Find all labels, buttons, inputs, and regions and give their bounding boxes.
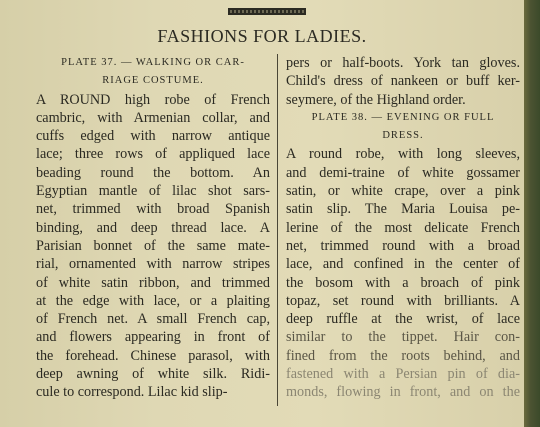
right-column [286,54,520,402]
page-title: FASHIONS FOR LADIES. [157,26,367,46]
text-line: cuffs edged with narrow antique [36,128,270,145]
text-line: Child's dress of nankeen or buff ker- [286,73,520,90]
text-line: A round robe, with long sleeves, [286,146,520,163]
text-line: of French net. A small French cap, [36,311,270,328]
text-line: seymere, of the Highland order. [286,91,466,108]
text-line: A ROUND high robe of French [36,91,270,108]
text-line: Parisian bonnet of the same mate- [36,237,270,254]
text-line: satin, or white crape, over a pink [286,183,520,200]
text-line: lerine of the most delicate French [286,219,520,236]
text-line: the bosom with a broach of pink [286,274,520,291]
text-line: monds, flowing in front, and on the [286,384,520,401]
text-line: similar to the tippet. Hair con- [286,329,520,346]
page-edge-shadow [524,0,540,427]
plate-38-heading-line2: DRESS. [382,130,424,142]
text-line: satin slip. The Maria Louisa pe- [286,201,520,218]
text-line: cambric, with Armenian collar, and [36,109,270,126]
text-line: deep ruffle at the wrist, of lace [286,311,520,328]
text-line: net, trimmed with broad Spanish [36,201,270,218]
text-line: and flowers appearing in front of [36,329,270,346]
text-line: topaz, set round with brilliants. A [286,292,520,309]
text-line: at the edge with lace, or a plaiting [36,292,270,309]
text-line: the forehead. Chinese parasol, with [36,347,270,364]
text-line: pers or half-boots. York tan gloves. [286,55,520,71]
text-line: lace, and confined in the center of [286,256,520,273]
plate-37-heading-line1: PLATE 37. — WALKING OR CAR- [61,57,245,68]
text-line: net, trimmed round with a broad [286,237,520,254]
text-line: fastened with a Persian pin of dia- [286,366,520,383]
text-line: cule to correspond. Lilac kid slip- [36,384,228,401]
text-line: deep awning of white silk. Ridi- [36,366,270,383]
text-line: binding, and deep thread lace. A [36,219,270,236]
text-line: lace; three rows of appliqued lace [36,146,270,163]
text-line: and demi-traine of white gossamer [286,164,520,181]
text-line: fined from the roots behind, and [286,347,520,364]
header-ornament-rule [228,8,306,15]
text-line: of white satin ribbon, and trimmed [36,274,270,291]
column-divider [277,54,278,406]
text-line: beading round the bottom. An [36,164,270,181]
text-line: Egyptian mantle of lilac shot sars- [36,183,270,200]
left-column [36,54,270,402]
text-line: rial, ornamented with narrow stripes [36,256,270,273]
plate-38-heading-line1: PLATE 38. — EVENING OR FULL [311,111,495,123]
plate-37-heading-line2: RIAGE COSTUME. [102,75,204,87]
